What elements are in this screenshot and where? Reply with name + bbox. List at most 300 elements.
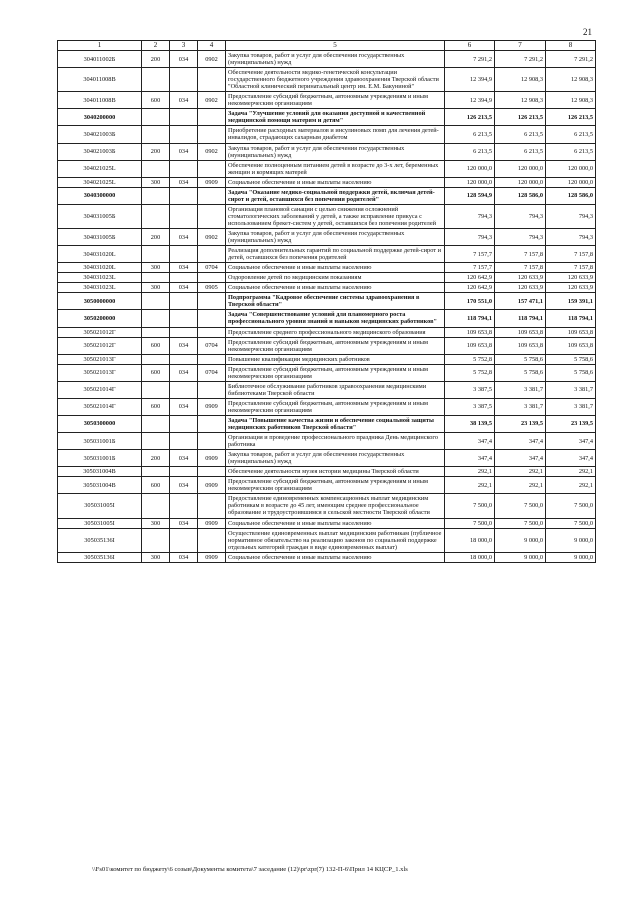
row-description: Закупка товаров, работ и услуг для обеспечения государственных (муниципальных) нужд	[226, 450, 445, 467]
row-amount-col6: 120 642,9	[445, 273, 495, 283]
row-amount-col8: 347,4	[546, 433, 596, 450]
row-expense-type: 200	[142, 228, 170, 245]
column-header: 4	[198, 41, 226, 51]
row-expense-type: 200	[142, 143, 170, 160]
row-amount-col6: 5 752,8	[445, 354, 495, 364]
row-code: 304031020L	[58, 246, 142, 263]
row-amount-col8: 3 381,7	[546, 398, 596, 415]
row-description: Организация плановой санации с целью снижения осложнений стоматологических заболеваний у детей, а также исправление прикуса с использованием брекет-систем у детей, оставшихся без попечения родителей	[226, 204, 445, 228]
row-amount-col8: 120 000,0	[546, 177, 596, 187]
row-amount-col7: 3 381,7	[495, 398, 546, 415]
row-amount-col7: 118 794,1	[495, 310, 546, 327]
row-section-code: 0909	[198, 518, 226, 528]
table-row	[58, 364, 596, 381]
row-code: 305031001Б	[58, 433, 142, 450]
row-section-code: 0909	[198, 477, 226, 494]
row-description: Предоставление субсидий бюджетным, автономным учреждениям и иным некоммерческим организациям	[226, 398, 445, 415]
row-expense-type	[142, 246, 170, 263]
table-row	[58, 450, 596, 467]
row-code: 304021003Б	[58, 143, 142, 160]
row-section-code: 0902	[198, 51, 226, 68]
row-expense-type	[142, 187, 170, 204]
row-ministry-code: 034	[170, 477, 198, 494]
row-amount-col7: 5 758,6	[495, 354, 546, 364]
row-ministry-code	[170, 109, 198, 126]
row-amount-col7: 120 633,9	[495, 273, 546, 283]
row-amount-col8: 6 213,5	[546, 126, 596, 143]
row-amount-col8: 292,1	[546, 467, 596, 477]
row-code: 304031020L	[58, 263, 142, 273]
row-expense-type	[142, 528, 170, 552]
table-row	[58, 327, 596, 337]
row-section-code	[198, 293, 226, 310]
row-amount-col7: 9 000,0	[495, 552, 546, 562]
row-amount-col6: 3 387,5	[445, 398, 495, 415]
row-amount-col6: 5 752,8	[445, 364, 495, 381]
row-amount-col7: 347,4	[495, 450, 546, 467]
row-amount-col7: 126 213,5	[495, 109, 546, 126]
table-row	[58, 552, 596, 562]
row-amount-col8: 7 500,0	[546, 494, 596, 518]
table-row	[58, 467, 596, 477]
row-code: 305035136I	[58, 528, 142, 552]
row-expense-type: 200	[142, 51, 170, 68]
table-row	[58, 337, 596, 354]
table-row	[58, 283, 596, 293]
column-header: 7	[495, 41, 546, 51]
column-header: 2	[142, 41, 170, 51]
row-amount-col8: 109 653,8	[546, 327, 596, 337]
row-section-code: 0902	[198, 228, 226, 245]
row-amount-col7: 12 908,3	[495, 68, 546, 92]
row-ministry-code: 034	[170, 398, 198, 415]
row-section-code: 0704	[198, 337, 226, 354]
column-header: 8	[546, 41, 596, 51]
row-section-code	[198, 187, 226, 204]
row-amount-col7: 9 000,0	[495, 528, 546, 552]
row-expense-type	[142, 354, 170, 364]
table-row	[58, 51, 596, 68]
row-description: Предоставление субсидий бюджетным, автономным учреждениям и иным некоммерческим организациям	[226, 364, 445, 381]
row-amount-col6: 6 213,5	[445, 143, 495, 160]
row-ministry-code	[170, 354, 198, 364]
row-code: 304011008В	[58, 68, 142, 92]
row-amount-col8: 794,3	[546, 204, 596, 228]
row-amount-col8: 7 500,0	[546, 518, 596, 528]
row-section-code	[198, 273, 226, 283]
row-expense-type: 600	[142, 477, 170, 494]
table-row	[58, 263, 596, 273]
row-section-code	[198, 68, 226, 92]
row-amount-col7: 120 000,0	[495, 160, 546, 177]
table-row	[58, 143, 596, 160]
row-section-code: 0909	[198, 552, 226, 562]
row-section-code	[198, 327, 226, 337]
row-amount-col8: 6 213,5	[546, 143, 596, 160]
row-amount-col8: 128 586,0	[546, 187, 596, 204]
row-amount-col6: 6 213,5	[445, 126, 495, 143]
row-code: 305021012Г	[58, 327, 142, 337]
row-amount-col7: 7 291,2	[495, 51, 546, 68]
row-code: 304021025L	[58, 160, 142, 177]
row-code: 305031004В	[58, 467, 142, 477]
row-amount-col6: 794,3	[445, 228, 495, 245]
row-amount-col7: 292,1	[495, 477, 546, 494]
row-amount-col7: 7 500,0	[495, 518, 546, 528]
row-ministry-code	[170, 187, 198, 204]
row-expense-type	[142, 467, 170, 477]
row-amount-col8: 12 908,3	[546, 68, 596, 92]
row-amount-col6: 170 551,0	[445, 293, 495, 310]
row-ministry-code: 034	[170, 450, 198, 467]
row-expense-type	[142, 126, 170, 143]
row-ministry-code	[170, 293, 198, 310]
row-section-code: 0704	[198, 263, 226, 273]
table-row	[58, 494, 596, 518]
row-amount-col7: 794,3	[495, 204, 546, 228]
row-ministry-code: 034	[170, 51, 198, 68]
row-amount-col7: 5 758,6	[495, 364, 546, 381]
row-code: 304031005Б	[58, 228, 142, 245]
row-code: 3050200000	[58, 310, 142, 327]
row-amount-col6: 7 500,0	[445, 518, 495, 528]
row-amount-col6: 7 291,2	[445, 51, 495, 68]
row-code: 304031023L	[58, 283, 142, 293]
row-section-code	[198, 246, 226, 263]
row-amount-col8: 7 291,2	[546, 51, 596, 68]
table-row	[58, 477, 596, 494]
row-amount-col6: 120 000,0	[445, 160, 495, 177]
table-row	[58, 68, 596, 92]
row-ministry-code: 034	[170, 228, 198, 245]
row-section-code	[198, 494, 226, 518]
row-description: Предоставление единовременных компенсационных выплат медицинским работникам в возрасте до 45 лет, имеющим среднее профессиональное образование и трудоустроившимся в сельской местности Тверской области	[226, 494, 445, 518]
row-expense-type: 300	[142, 263, 170, 273]
row-section-code: 0909	[198, 398, 226, 415]
row-description: Социальное обеспечение и иные выплаты населению	[226, 552, 445, 562]
row-ministry-code: 034	[170, 143, 198, 160]
row-section-code	[198, 354, 226, 364]
row-amount-col8: 7 157,8	[546, 246, 596, 263]
row-description: Библиотечное обслуживание работников здравоохранения медицинскими библиотеками Тверской области	[226, 381, 445, 398]
row-description: Социальное обеспечение и иные выплаты населению	[226, 283, 445, 293]
row-ministry-code: 034	[170, 364, 198, 381]
row-amount-col8: 126 213,5	[546, 109, 596, 126]
table-row	[58, 177, 596, 187]
row-ministry-code	[170, 327, 198, 337]
row-amount-col8: 120 633,9	[546, 273, 596, 283]
row-amount-col6: 18 000,0	[445, 528, 495, 552]
row-section-code	[198, 204, 226, 228]
row-description: Задача "Совершенствование условий для планомерного роста профессионального уровня знаний и навыков медицинских работников"	[226, 310, 445, 327]
row-code: 304031005Б	[58, 204, 142, 228]
table-row	[58, 246, 596, 263]
row-ministry-code	[170, 415, 198, 432]
row-description: Приобретение расходных материалов и инсулиновых помп для лечения детей-инвалидов, страдающих сахарным диабетом	[226, 126, 445, 143]
table-row	[58, 354, 596, 364]
row-description: Социальное обеспечение и иные выплаты населению	[226, 518, 445, 528]
page-number: 21	[583, 27, 592, 37]
table-row	[58, 126, 596, 143]
row-expense-type	[142, 327, 170, 337]
table-row	[58, 187, 596, 204]
row-ministry-code	[170, 160, 198, 177]
row-amount-col7: 6 213,5	[495, 126, 546, 143]
file-path-footer: \\Fs01\комитет по бюджету\6 созыв\Документы комитета\7 заседание (12)\pr\zpr(7) 132-П-6\Прил 14 КЦСР_1.xls	[92, 866, 408, 873]
row-amount-col8: 5 758,6	[546, 364, 596, 381]
row-ministry-code	[170, 126, 198, 143]
row-ministry-code: 034	[170, 518, 198, 528]
row-code: 305021014Г	[58, 398, 142, 415]
row-code: 305021013Г	[58, 364, 142, 381]
row-amount-col6: 12 394,9	[445, 68, 495, 92]
row-amount-col7: 7 500,0	[495, 494, 546, 518]
row-section-code: 0909	[198, 177, 226, 187]
row-ministry-code	[170, 381, 198, 398]
row-section-code: 0902	[198, 143, 226, 160]
row-amount-col7: 128 586,0	[495, 187, 546, 204]
row-expense-type: 600	[142, 398, 170, 415]
row-code: 305021012Г	[58, 337, 142, 354]
row-section-code: 0905	[198, 283, 226, 293]
column-header: 5	[226, 41, 445, 51]
table-row	[58, 293, 596, 310]
row-expense-type	[142, 68, 170, 92]
row-expense-type: 300	[142, 177, 170, 187]
table-row	[58, 109, 596, 126]
row-ministry-code	[170, 528, 198, 552]
row-expense-type	[142, 160, 170, 177]
row-code: 305031001Б	[58, 450, 142, 467]
row-expense-type	[142, 381, 170, 398]
row-section-code	[198, 126, 226, 143]
row-ministry-code: 034	[170, 177, 198, 187]
table-row	[58, 433, 596, 450]
table-row	[58, 415, 596, 432]
row-ministry-code	[170, 68, 198, 92]
table-row	[58, 528, 596, 552]
row-expense-type	[142, 109, 170, 126]
row-ministry-code	[170, 310, 198, 327]
row-code: 304021025L	[58, 177, 142, 187]
row-description: Предоставление субсидий бюджетным, автономным учреждениям и иным некоммерческим организациям	[226, 92, 445, 109]
row-description: Осуществление единовременных выплат медицинским работникам (публичное нормативное обязательство на реализацию законов по социальной поддержке отдельных категорий граждан в виде единовременных выплат)	[226, 528, 445, 552]
row-section-code	[198, 381, 226, 398]
row-code: 305021013Г	[58, 354, 142, 364]
row-code: 3040200000	[58, 109, 142, 126]
row-code: 304021003Б	[58, 126, 142, 143]
row-ministry-code	[170, 204, 198, 228]
row-expense-type	[142, 494, 170, 518]
row-section-code	[198, 310, 226, 327]
row-amount-col7: 12 908,3	[495, 92, 546, 109]
row-amount-col6: 120 000,0	[445, 177, 495, 187]
row-expense-type	[142, 273, 170, 283]
table-row	[58, 273, 596, 283]
row-amount-col6: 118 794,1	[445, 310, 495, 327]
column-header: 6	[445, 41, 495, 51]
row-amount-col8: 23 139,5	[546, 415, 596, 432]
row-expense-type	[142, 415, 170, 432]
row-section-code: 0909	[198, 450, 226, 467]
row-code: 3050000000	[58, 293, 142, 310]
row-description: Задача "Повышение качества жизни и обеспечение социальной защиты медицинских работников Тверской области"	[226, 415, 445, 432]
row-description: Закупка товаров, работ и услуг для обеспечения государственных (муниципальных) нужд	[226, 143, 445, 160]
row-amount-col8: 292,1	[546, 477, 596, 494]
row-amount-col6: 3 387,5	[445, 381, 495, 398]
row-ministry-code	[170, 246, 198, 263]
table-row	[58, 228, 596, 245]
table-row	[58, 518, 596, 528]
table-header-row	[58, 41, 596, 51]
row-amount-col8: 5 758,6	[546, 354, 596, 364]
row-amount-col6: 292,1	[445, 467, 495, 477]
row-amount-col8: 9 000,0	[546, 552, 596, 562]
table-row	[58, 160, 596, 177]
row-code: 3050300000	[58, 415, 142, 432]
row-expense-type	[142, 310, 170, 327]
row-description: Социальное обеспечение и иные выплаты населению	[226, 263, 445, 273]
row-section-code	[198, 160, 226, 177]
row-amount-col8: 347,4	[546, 450, 596, 467]
table-row	[58, 398, 596, 415]
row-amount-col6: 7 500,0	[445, 494, 495, 518]
column-header: 3	[170, 41, 198, 51]
row-section-code	[198, 109, 226, 126]
row-description: Оздоровление детей по медицинским показаниям	[226, 273, 445, 283]
row-description: Повышение квалификации медицинских работников	[226, 354, 445, 364]
row-expense-type: 600	[142, 364, 170, 381]
row-amount-col8: 9 000,0	[546, 528, 596, 552]
row-section-code	[198, 415, 226, 432]
row-description: Реализация дополнительных гарантий по социальной поддержке детей-сирот и детей, оставшихся без попечения родителей	[226, 246, 445, 263]
row-amount-col6: 128 594,9	[445, 187, 495, 204]
row-code: 305021014Г	[58, 381, 142, 398]
row-code: 304031023L	[58, 273, 142, 283]
row-ministry-code: 034	[170, 263, 198, 273]
row-amount-col6: 794,3	[445, 204, 495, 228]
row-expense-type: 300	[142, 283, 170, 293]
row-expense-type: 200	[142, 450, 170, 467]
row-amount-col7: 7 157,8	[495, 263, 546, 273]
row-description: Закупка товаров, работ и услуг для обеспечения государственных (муниципальных) нужд	[226, 228, 445, 245]
row-amount-col8: 109 653,8	[546, 337, 596, 354]
row-amount-col8: 12 908,3	[546, 92, 596, 109]
row-amount-col6: 292,1	[445, 477, 495, 494]
row-code: 305035136I	[58, 552, 142, 562]
row-ministry-code	[170, 433, 198, 450]
row-amount-col8: 159 391,1	[546, 293, 596, 310]
row-amount-col6: 347,4	[445, 433, 495, 450]
row-amount-col7: 120 633,9	[495, 283, 546, 293]
row-ministry-code	[170, 467, 198, 477]
row-code: 304011008В	[58, 92, 142, 109]
row-code: 305031005I	[58, 494, 142, 518]
row-expense-type	[142, 433, 170, 450]
row-description: Предоставление субсидий бюджетным, автономным учреждениям и иным некоммерческим организациям	[226, 477, 445, 494]
row-amount-col7: 347,4	[495, 433, 546, 450]
table-row	[58, 381, 596, 398]
row-amount-col7: 23 139,5	[495, 415, 546, 432]
row-description: Организация и проведение профессионального праздника День медицинского работника	[226, 433, 445, 450]
row-amount-col8: 794,3	[546, 228, 596, 245]
row-amount-col6: 18 000,0	[445, 552, 495, 562]
row-section-code	[198, 467, 226, 477]
row-amount-col6: 7 157,7	[445, 246, 495, 263]
row-amount-col6: 109 653,8	[445, 327, 495, 337]
row-amount-col7: 109 653,8	[495, 337, 546, 354]
table-row	[58, 204, 596, 228]
row-expense-type: 300	[142, 552, 170, 562]
row-amount-col7: 292,1	[495, 467, 546, 477]
table-row	[58, 310, 596, 327]
row-description: Задача "Оказание медико-социальной поддержки детей, включая детей-сирот и детей, оставшихся без попечения родителей"	[226, 187, 445, 204]
budget-table	[57, 40, 596, 563]
row-amount-col6: 347,4	[445, 450, 495, 467]
row-amount-col7: 109 653,8	[495, 327, 546, 337]
table-row	[58, 92, 596, 109]
row-amount-col8: 120 633,9	[546, 283, 596, 293]
row-amount-col7: 7 157,8	[495, 246, 546, 263]
row-amount-col6: 126 213,5	[445, 109, 495, 126]
row-amount-col6: 7 157,7	[445, 263, 495, 273]
row-description: Предоставление среднего профессионального медицинского образования	[226, 327, 445, 337]
row-description: Обеспечение деятельности медико-генетической консультации государственного бюджетного учреждения здравоохранения Тверской области "Областной клинический перинатальный центр им. Е.М. Бакуниной"	[226, 68, 445, 92]
row-ministry-code: 034	[170, 337, 198, 354]
row-expense-type	[142, 204, 170, 228]
row-amount-col8: 118 794,1	[546, 310, 596, 327]
row-code: 305031004В	[58, 477, 142, 494]
row-ministry-code: 034	[170, 92, 198, 109]
row-expense-type: 600	[142, 337, 170, 354]
row-amount-col6: 38 139,5	[445, 415, 495, 432]
row-amount-col6: 12 394,9	[445, 92, 495, 109]
row-description: Закупка товаров, работ и услуг для обеспечения государственных (муниципальных) нужд	[226, 51, 445, 68]
row-ministry-code: 034	[170, 283, 198, 293]
row-section-code	[198, 528, 226, 552]
row-description: Обеспечение полноценным питанием детей в возрасте до 3-х лет, беременных женщин и кормящих матерей	[226, 160, 445, 177]
row-description: Предоставление субсидий бюджетным, автономным учреждениям и иным некоммерческим организациям	[226, 337, 445, 354]
row-amount-col7: 794,3	[495, 228, 546, 245]
row-amount-col7: 157 471,1	[495, 293, 546, 310]
row-amount-col6: 120 642,9	[445, 283, 495, 293]
row-code: 305031005I	[58, 518, 142, 528]
row-amount-col7: 3 381,7	[495, 381, 546, 398]
row-description: Обеспечение деятельности музея истории медицины Тверской области	[226, 467, 445, 477]
row-amount-col7: 6 213,5	[495, 143, 546, 160]
row-amount-col6: 109 653,8	[445, 337, 495, 354]
row-description: Задача "Улучшение условий для оказания доступной и качественной медицинской помощи матерям и детям"	[226, 109, 445, 126]
row-code: 3040300000	[58, 187, 142, 204]
column-header: 1	[58, 41, 142, 51]
row-amount-col8: 120 000,0	[546, 160, 596, 177]
row-amount-col7: 120 000,0	[495, 177, 546, 187]
row-expense-type: 300	[142, 518, 170, 528]
row-section-code	[198, 433, 226, 450]
row-ministry-code	[170, 273, 198, 283]
row-code: 304011002Б	[58, 51, 142, 68]
row-section-code: 0704	[198, 364, 226, 381]
row-ministry-code: 034	[170, 552, 198, 562]
row-expense-type	[142, 293, 170, 310]
row-section-code: 0902	[198, 92, 226, 109]
row-description: Социальное обеспечение и иные выплаты населению	[226, 177, 445, 187]
row-ministry-code	[170, 494, 198, 518]
row-expense-type: 600	[142, 92, 170, 109]
row-amount-col8: 7 157,8	[546, 263, 596, 273]
row-description: Подпрограмма "Кадровое обеспечение системы здравоохранения в Тверской области"	[226, 293, 445, 310]
row-amount-col8: 3 381,7	[546, 381, 596, 398]
